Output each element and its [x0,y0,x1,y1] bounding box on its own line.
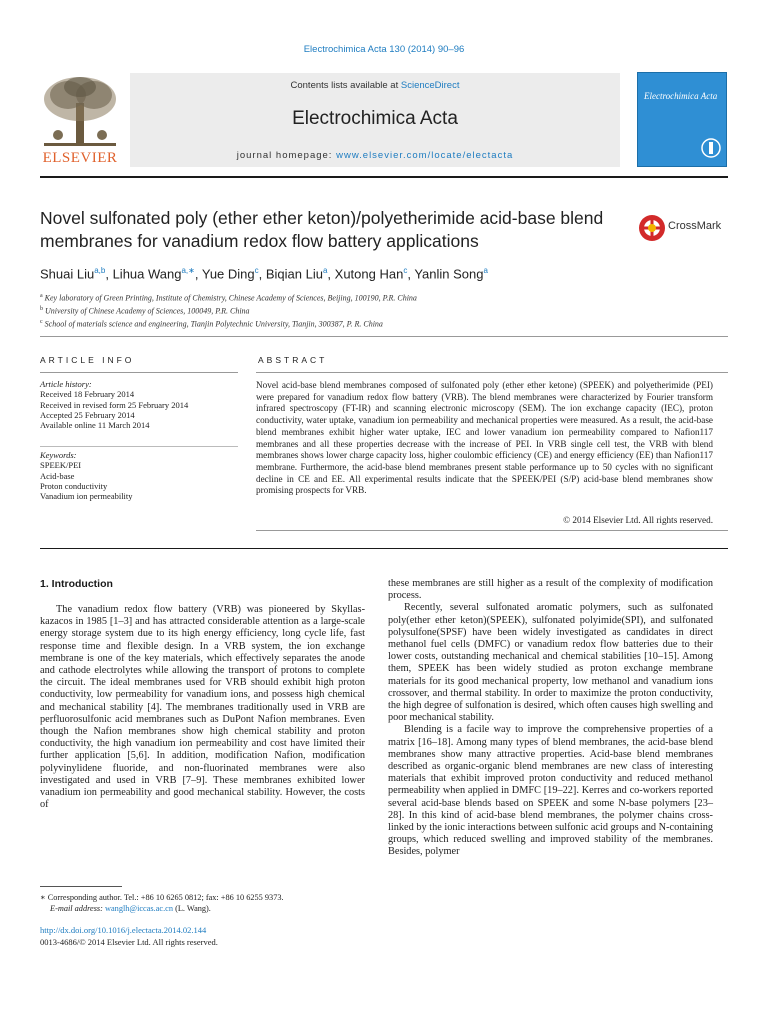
author-name[interactable]: Shuai Liu [40,266,95,282]
divider [40,336,728,337]
journal-reference[interactable]: Electrochimica Acta 130 (2014) 90–96 [303,44,465,55]
divider [40,548,728,549]
author-name[interactable]: Yanlin Song [414,266,484,282]
affiliation-item: $^a$ Key laboratory of Green Printing, Institute of Chemistry, Chinese Academy of Sciences, Beijing, 100190, P.R. China [40,293,417,303]
elsevier-tree-icon [38,73,122,151]
article-info-heading: ARTICLE INFO [40,355,135,365]
affiliation-item: $^b$ University of Chinese Academy of Sciences, 100049, P.R. China [40,306,250,316]
divider [256,530,728,531]
keyword-item: Proton conductivity [40,480,108,491]
history-label: Article history: [40,379,92,389]
abstract-heading: ABSTRACT [258,355,328,365]
elsevier-logo [38,73,122,167]
author-affiliation-mark[interactable]: a [483,266,488,275]
keyword-item: SPEEK/PEI [40,460,82,471]
abstract-text: Novel acid-base blend membranes composed of sulfonated poly (ether ether ketone) (SPEEK) and polyetherimide (PEI) were prepared for vanadium redox flow battery (VRB). The blend membranes were characterized by Fourier transform infrared spectroscopy (FT-IR) and scanning electronic microscopy (SEM). The ion exchange capacity (IEC), proton conductivity, water uptake, vanadium ion permeability and mechanical properties were measured. As a result, the acid-base blend membranes exhibit higher water uptake, IEC and lower vanadium ion permeability compared to Nafion117 membranes and all these properties decrease with the increase of PEI. In VRB single cell test, the VRB with blend membranes shows lower charge capacity loss, higher coulombic efficiency (CE) and energy efficiency (EE) than Nafion117 membrane. Furthermore, the acid-base blend membranes present stable performance up to 50 cycles with no significant decline in CE and EE. All experimental results indicate that the SPEEK/PEI (S/P) acid-base blend membranes show promising prospects for VRB. [256,380,713,496]
keywords [40,450,240,501]
email-label: E-mail address: [50,904,105,913]
homepage-prefix: journal homepage: [236,150,337,161]
ise-logo-icon [700,135,722,161]
email-suffix: (L. Wang). [173,904,211,913]
author-list: Shuai Liu$^{a,b}$, Lihua Wang$^{a,∗}$, Yue Ding$^c$, Biqian Liu$^a$, Xutong Han$^c$, Yanlin Song$^a$ [40,266,488,282]
footnote [40,892,370,914]
body-column-right [388,578,713,859]
author-affiliation-mark[interactable]: c [403,266,408,275]
divider [256,372,728,373]
author-affiliation-mark[interactable]: a [322,266,328,275]
keyword-item: Vanadium ion permeability [40,491,133,502]
author-name[interactable]: Yue Ding [201,266,255,282]
online-date: Available online 11 March 2014 [40,420,150,431]
body-paragraph: Blending is a facile way to improve the comprehensive properties of a matrix [16–18]. Among many types of blend membranes, the acid-base blend membranes show many attractive properties. Acid-base blend membranes described as organic-organic blend membranes are new class of interesting materials that exhibit improved proton conductivity and reduced methanol permeability when applied in DMFC [19–22]. Kerres and co-workers reported several acid-base blends based on SPEEK and some N-base polymers [23–28]. In this kind of acid-base blend membranes, the polymer chains cross-linked by the ionic interactions between sulfonic acid groups and N-containing groups, which reduced swelling and improved stability of the membranes. Besides, polymer [388,724,713,858]
issn-line: 0013-4686/© 2014 Elsevier Ltd. All rights reserved. [40,937,218,947]
accepted-date: Accepted 25 February 2014 [40,409,135,420]
author-affiliation-mark[interactable]: a,∗ [181,266,195,275]
body-paragraph: these membranes are still higher as a result of the complexity of modification process. [388,578,713,602]
author-name[interactable]: Xutong Han [334,266,404,282]
affiliation-item: $^c$ School of materials science and engineering, Tianjin Polytechnic University, Tianjin, 300387, P. R. China [40,319,383,329]
divider [40,372,238,373]
corresponding-author-note: ∗ Corresponding author. Tel.: +86 10 6265 0812; fax: +86 10 6255 9373. [40,893,284,902]
crossmark-icon [638,212,666,244]
revised-date: Received in revised form 25 February 2014 [40,399,189,410]
email-link[interactable]: wanglh@iccas.ac.cn [105,904,173,913]
footnote-rule [40,886,122,887]
author-name[interactable]: Lihua Wang [112,266,182,282]
cover-title: Electrochimica Acta [644,91,718,101]
publisher-name: ELSEVIER [42,150,118,166]
paper-title: Novel sulfonated poly (ether ether keton)/polyetherimide acid-base blend membranes for vanadium redox flow battery applications [40,208,604,251]
body-paragraph: Recently, several sulfonated aromatic polymers, such as sulfonated poly(ether ether keton)(SPEEK), sulfonated polyimide(SPI), and sulfonated polysulfone(SPSF) have been widely investigated as candidates in direct methanol fuel cells (DMFC) or vanadium redox flow batteries due to their lower costs, outstanding mechanical and chemical stabilities [10–15]. Among them, SPEEK has been widely studied as proton exchange membrane materials for its good mechanical property, low methanol and vanadium ions crossover, and thermal stability. In order to maximize the proton conductivity, the high degree of sulfonation is desired, which often causes high swelling and poor mechanical stability. [388,602,713,724]
abstract-copyright: © 2014 Elsevier Ltd. All rights reserved. [563,515,713,525]
body-paragraph: The vanadium redox flow battery (VRB) was pioneered by Skyllas-kazacos in 1985 [1–3] and has attracted considerable attention as a large-scale energy storage system due to its high energy efficiency, long cycle life, fast response time and flexible design. In a VRB system, the ion exchange membrane is one of the key materials, which effectively separates the anode and cathode electrolytes while allowing the transport of protons to complete the circuit. The ideal membranes used for VRB should exhibit high proton conductivity, low permeability for vanadium ions, and possess high chemical and mechanical stability [4]. The membranes traditionally used in VRB are perfluorosulfonic acid membranes such as DuPont Nafion membranes. Even though the Nafion membranes show high chemical stability and proton conductivity, the high vanadium ion permeability and cost have limited their further application [5,6]. In addition, modification Nafion, modification polyvinylidene fluoride, and non-fluorinated membranes were also investigated and used in VRB [7–9]. These membranes exhibited lower vanadium ion permeability and good mechanical stability. However, the costs of [40,604,365,811]
article-history [40,379,240,430]
author-affiliation-mark[interactable]: a,b [94,266,106,275]
author-name[interactable]: Biqian Liu [265,266,323,282]
keywords-label: Keywords: [40,450,77,460]
received-date: Received 18 February 2014 [40,389,135,400]
homepage-line [130,150,620,161]
journal-title: Electrochimica Acta [292,108,458,129]
crossmark-label: CrossMark [668,220,722,232]
affiliation-list [40,291,730,330]
contents-prefix: Contents lists available at [290,80,401,91]
author-affiliation-mark[interactable]: c [254,266,259,275]
body-column-left [40,604,365,811]
contents-line [130,80,620,91]
journal-cover-image [637,72,727,167]
divider [40,446,238,447]
homepage-link[interactable]: www.elsevier.com/locate/electacta [336,150,514,161]
section-heading-introduction: 1. Introduction [40,578,113,590]
sciencedirect-link[interactable]: ScienceDirect [400,80,460,91]
crossmark-badge[interactable] [638,212,733,244]
header-rule [40,176,728,178]
keyword-item: Acid-base [40,470,75,481]
email-line [40,903,370,914]
doi-link[interactable]: http://dx.doi.org/10.1016/j.electacta.2014.02.144 [40,925,207,935]
